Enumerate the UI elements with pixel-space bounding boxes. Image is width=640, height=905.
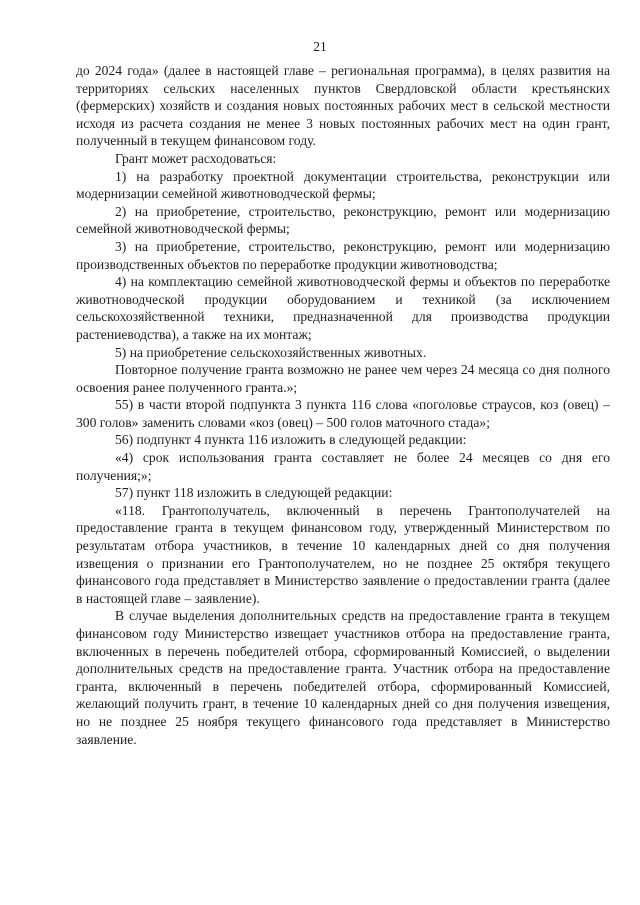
- paragraph-grant-usage: Грант может расходоваться:: [115, 150, 277, 166]
- amendment-55: 55) в части второй подпункта 3 пункта 116 слова «поголовье страусов, коз (овец) – 300 голов» заменить словами «коз (овец) – 500 голов маточного стада»;: [76, 397, 610, 430]
- document-body: [76, 62, 610, 748]
- amendment-57: 57) пункт 118 изложить в следующей редакции:: [115, 485, 393, 501]
- paragraph-additional-funds: В случае выделения дополнительных средств на предоставление гранта в текущем финансовом году Министерство извещает участников отбора на предоставление гранта, включенных в перечень победителей отбора, сформированный Комиссией, о выделении дополнительных средств на предоставление гранта. Участник отбора на предоставление гранта, включенный в перечень победителей отбора, сформированный Комиссией, желающий получить грант, в течение 10 календарных дней со дня получения извещения, но не позднее 25 ноября текущего финансового года представляет в Министерство заявление.: [76, 608, 610, 747]
- list-item-2: 2) на приобретение, строительство, реконструкцию, ремонт или модернизацию семейной животноводческой фермы;: [76, 203, 610, 237]
- amendment-56-text: «4) срок использования гранта составляет не более 24 месяцев со дня его получения;»;: [76, 450, 610, 483]
- clause-118: «118. Грантополучатель, включенный в перечень Грантополучателей на предоставление гранта в текущем финансовом году, утвержденный Министерством по результатам отбора участников, в течение 10 календарных дней со дня получения извещения о признании его Грантополучателем, но не позднее 25 октября текущего финансового года представляет в Министерство заявление о предоставлении гранта (далее в настоящей главе – заявление).: [76, 502, 610, 606]
- list-item-5: 5) на приобретение сельскохозяйственных животных.: [115, 344, 427, 360]
- paragraph-repeat-grant: Повторное получение гранта возможно не ранее чем через 24 месяца со дня полного освоения ранее полученного гранта.»;: [76, 362, 610, 395]
- list-item-4: 4) на комплектацию семейной животноводческой фермы и объектов по переработке животноводческой продукции оборудованием и техникой (за исключением сельскохозяйственной техники, предназначенной для производства продукции растениеводства), а также на их монтаж;: [76, 274, 610, 342]
- amendment-56: 56) подпункт 4 пункта 116 изложить в следующей редакции:: [115, 432, 467, 448]
- list-item-3: 3) на приобретение, строительство, реконструкцию, ремонт или модернизацию производственных объектов по переработке продукции животноводства;: [76, 238, 610, 272]
- page-number: 21: [313, 39, 327, 54]
- list-item-1: 1) на разработку проектной документации строительства, реконструкции или модернизации семейной животноводческой фермы;: [76, 168, 610, 202]
- paragraph-intro: до 2024 года» (далее в настоящей главе – региональная программа), в целях развития на территориях сельских населенных пунктов Свердловской области крестьянских (фермерских) хозяйств и создания новых постоянных рабочих мест в сельской местности исходя из расчета создания не менее 3 новых постоянных рабочих мест на один грант, полученный в текущем финансовом году.: [76, 63, 610, 149]
